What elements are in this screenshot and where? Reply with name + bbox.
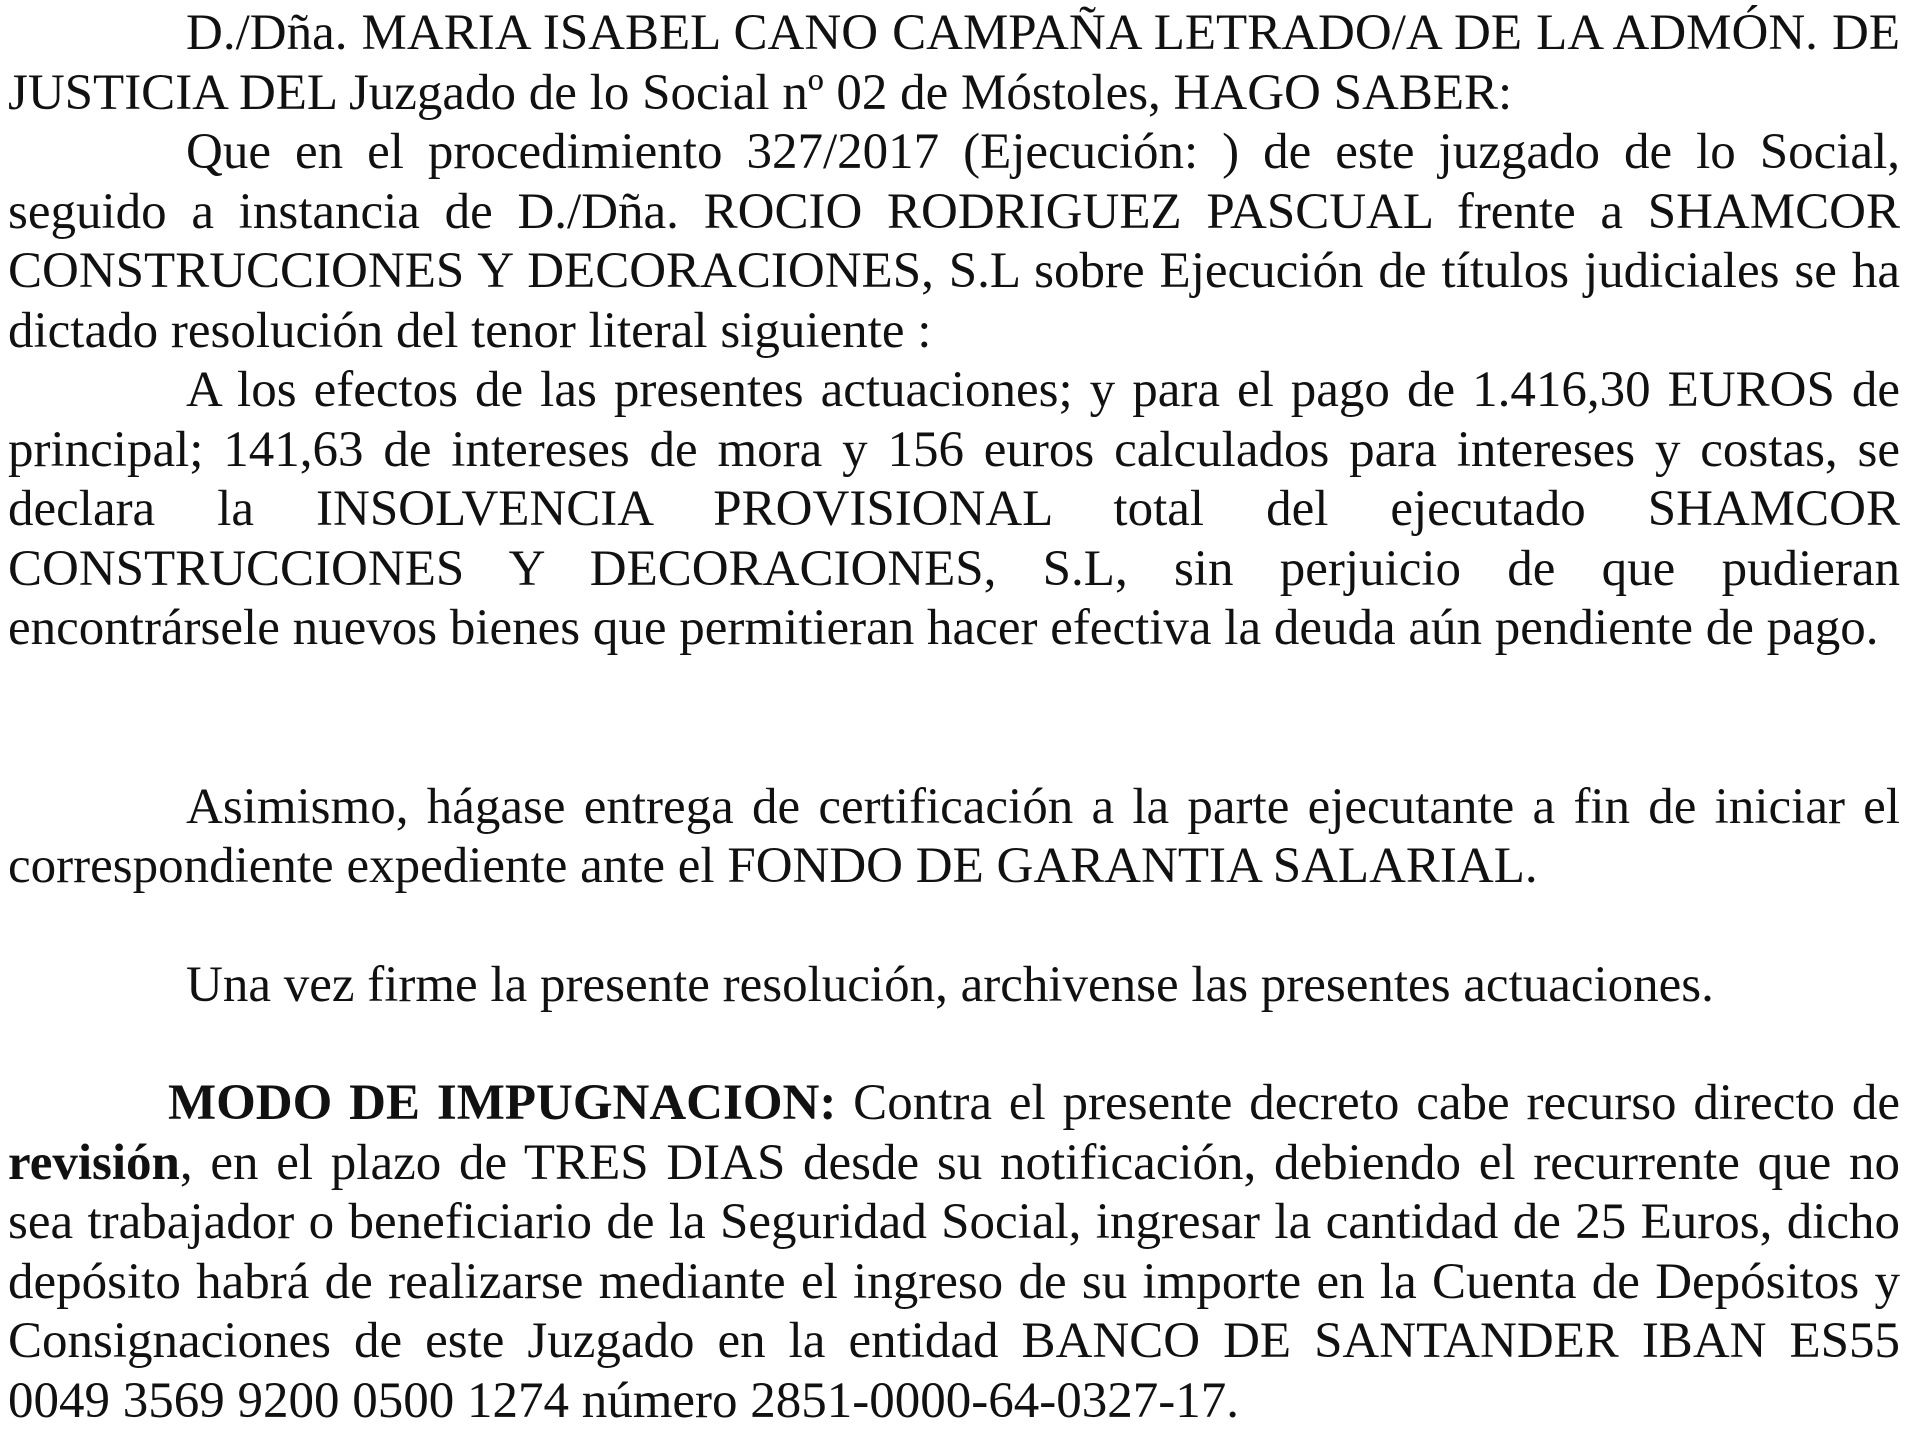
procedure-paragraph: Que en el procedimiento 327/2017 (Ejecución: ) de este juzgado de lo Social, seguido a instancia de D./Dña. ROCIO RODRIGUEZ PASCUAL frente a SHAMCOR CONSTRUCCIONES Y DECORACIONES, S.L sobre Ejecución de títulos judiciales se ha dictado resolución del tenor literal siguiente : <box>8 124 1900 359</box>
spacer <box>8 659 1900 778</box>
impugnation-paragraph <box>8 1074 1900 1431</box>
document-page <box>8 4 1900 1431</box>
impugnation-label: MODO DE IMPUGNACION: <box>168 1075 837 1131</box>
impugnation-text-part1: Contra el presente decreto cabe recurso directo de <box>836 1075 1900 1131</box>
insolvency-paragraph: A los efectos de las presentes actuaciones; y para el pago de 1.416,30 EUROS de principal; 141,63 de intereses de mora y 156 euros calculados para intereses y costas, se declara la INSOLVENCIA PROVISIONAL total del ejecutado SHAMCOR CONSTRUCCIONES Y DECORACIONES, S.L, sin perjuicio de que pudieran encontrársele nuevos bienes que permitieran hacer efectiva la deuda aún pendiente de pago. <box>8 362 1900 656</box>
archive-paragraph: Una vez firme la presente resolución, archivense las presentes actuaciones. <box>186 956 1714 1013</box>
impugnation-bold-word: revisión <box>8 1134 180 1191</box>
spacer <box>8 897 1900 956</box>
header-paragraph: D./Dña. MARIA ISABEL CANO CAMPAÑA LETRADO/A DE LA ADMÓN. DE JUSTICIA DEL Juzgado de lo Social nº 02 de Móstoles, HAGO SABER: <box>8 5 1900 121</box>
impugnation-text-part2: , en el plazo de TRES DIAS desde su notificación, debiendo el recurrente que no sea trabajador o beneficiario de la Seguridad Social, ingresar la cantidad de 25 Euros, dicho depósito habrá de realizarse mediante el ingreso de su importe en la Cuenta de Depósitos y Consignaciones de este Juzgado en la entidad BANCO DE SANTANDER IBAN ES55 0049 3569 9200 0500 1274 número 2851-0000-64-0327-17. <box>8 1134 1900 1429</box>
certification-paragraph: Asimismo, hágase entrega de certificación a la parte ejecutante a fin de iniciar el correspondiente expediente ante el FONDO DE GARANTIA SALARIAL. <box>8 778 1900 894</box>
spacer <box>8 1015 1900 1074</box>
